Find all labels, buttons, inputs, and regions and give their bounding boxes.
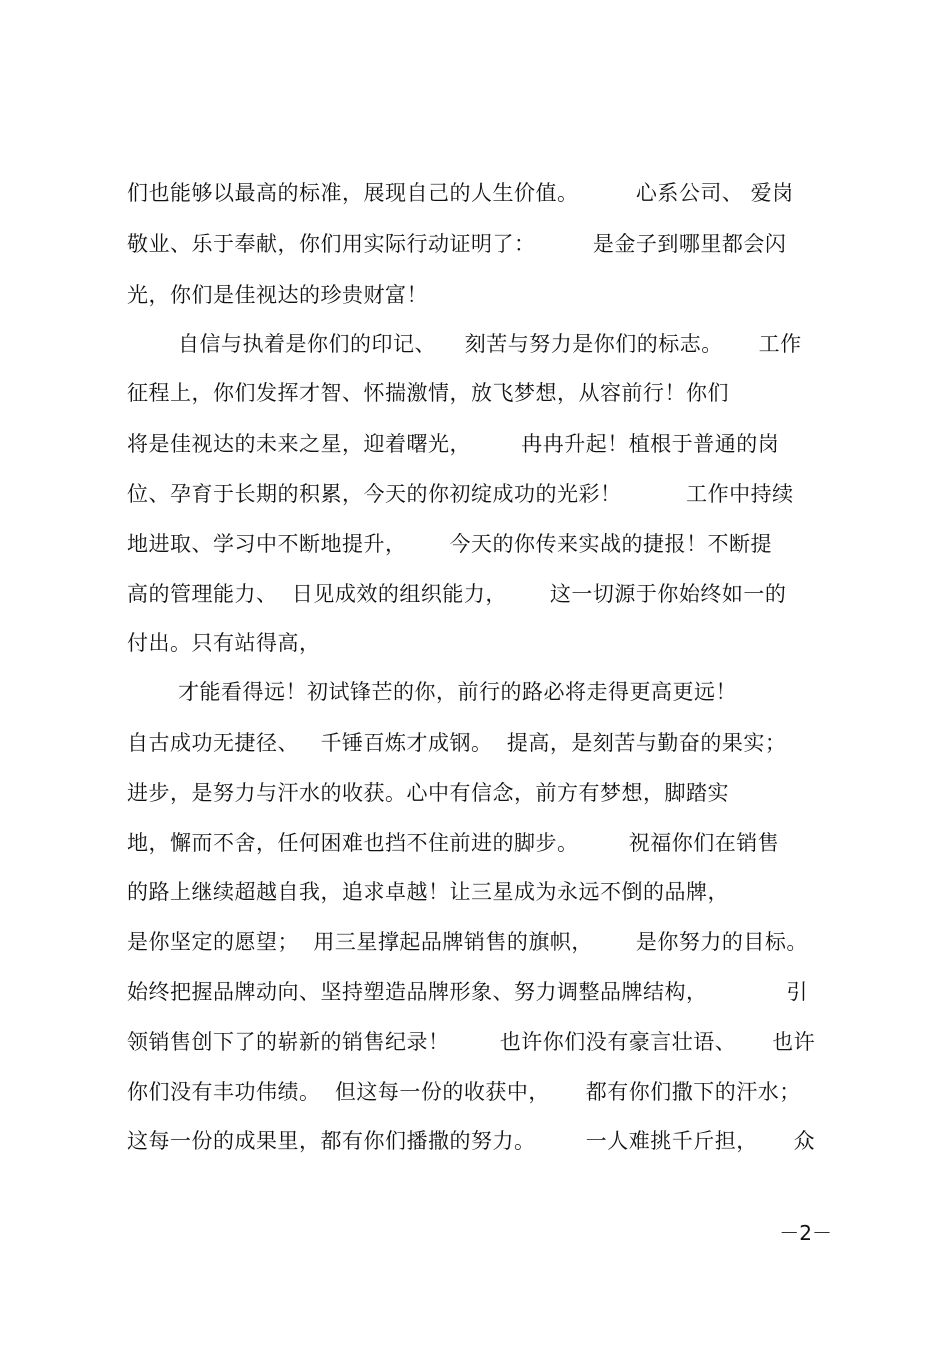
text-line-13: 进步，是努力与汗水的收获。心中有信念，前方有梦想，脚踏实 bbox=[127, 781, 729, 805]
text-line-7: 位、孕育于长期的积累，今天的你初绽成功的光彩！ 工作中持续 bbox=[127, 482, 794, 506]
text-line-4: 自信与执着是你们的印记、 刻苦与努力是你们的标志。 工作 bbox=[178, 332, 802, 356]
page-number: －2－ bbox=[779, 1221, 832, 1245]
text-line-11: 才能看得远！初试锋芒的你，前行的路必将走得更高更远！ bbox=[178, 680, 737, 704]
text-line-1: 们也能够以最高的标准，展现自己的人生价值。 心系公司、 爱岗 bbox=[127, 181, 794, 205]
text-line-8: 地进取、学习中不断地提升， 今天的你传来实战的捷报！不断提 bbox=[127, 532, 773, 556]
text-line-16: 是你坚定的愿望； 用三星撑起品牌销售的旗帜， 是你努力的目标。 bbox=[127, 930, 808, 954]
text-line-17: 始终把握品牌动向、坚持塑造品牌形象、努力调整品牌结构， 引 bbox=[127, 980, 808, 1004]
text-line-15: 的路上继续超越自我，追求卓越！让三星成为永远不倒的品牌， bbox=[127, 880, 729, 904]
text-line-3: 光，你们是佳视达的珍贵财富！ bbox=[127, 283, 428, 307]
text-line-5: 征程上，你们发挥才智、怀揣激情，放飞梦想，从容前行！你们 bbox=[127, 381, 729, 405]
text-line-10: 付出。只有站得高， bbox=[127, 631, 321, 655]
text-line-6: 将是佳视达的未来之星，迎着曙光， 冉冉升起！植根于普通的岗 bbox=[127, 432, 780, 456]
text-line-18: 领销售创下了的崭新的销售纪录！ 也许你们没有豪言壮语、 也许 bbox=[127, 1030, 816, 1054]
text-line-12: 自古成功无捷径、 千锤百炼才成钢。 提高，是刻苦与勤奋的果实； bbox=[127, 731, 787, 755]
text-line-14: 地，懈而不舍，任何困难也挡不住前进的脚步。 祝福你们在销售 bbox=[127, 831, 780, 855]
text-line-20: 这每一份的成果里，都有你们播撒的努力。 一人难挑千斤担， 众 bbox=[127, 1129, 816, 1153]
text-line-2: 敬业、乐于奉献，你们用实际行动证明了： 是金子到哪里都会闪 bbox=[127, 232, 787, 256]
text-line-9: 高的管理能力、 日见成效的组织能力， 这一切源于你始终如一的 bbox=[127, 582, 787, 606]
text-line-19: 你们没有丰功伟绩。 但这每一份的收获中， 都有你们撒下的汗水； bbox=[127, 1080, 801, 1104]
